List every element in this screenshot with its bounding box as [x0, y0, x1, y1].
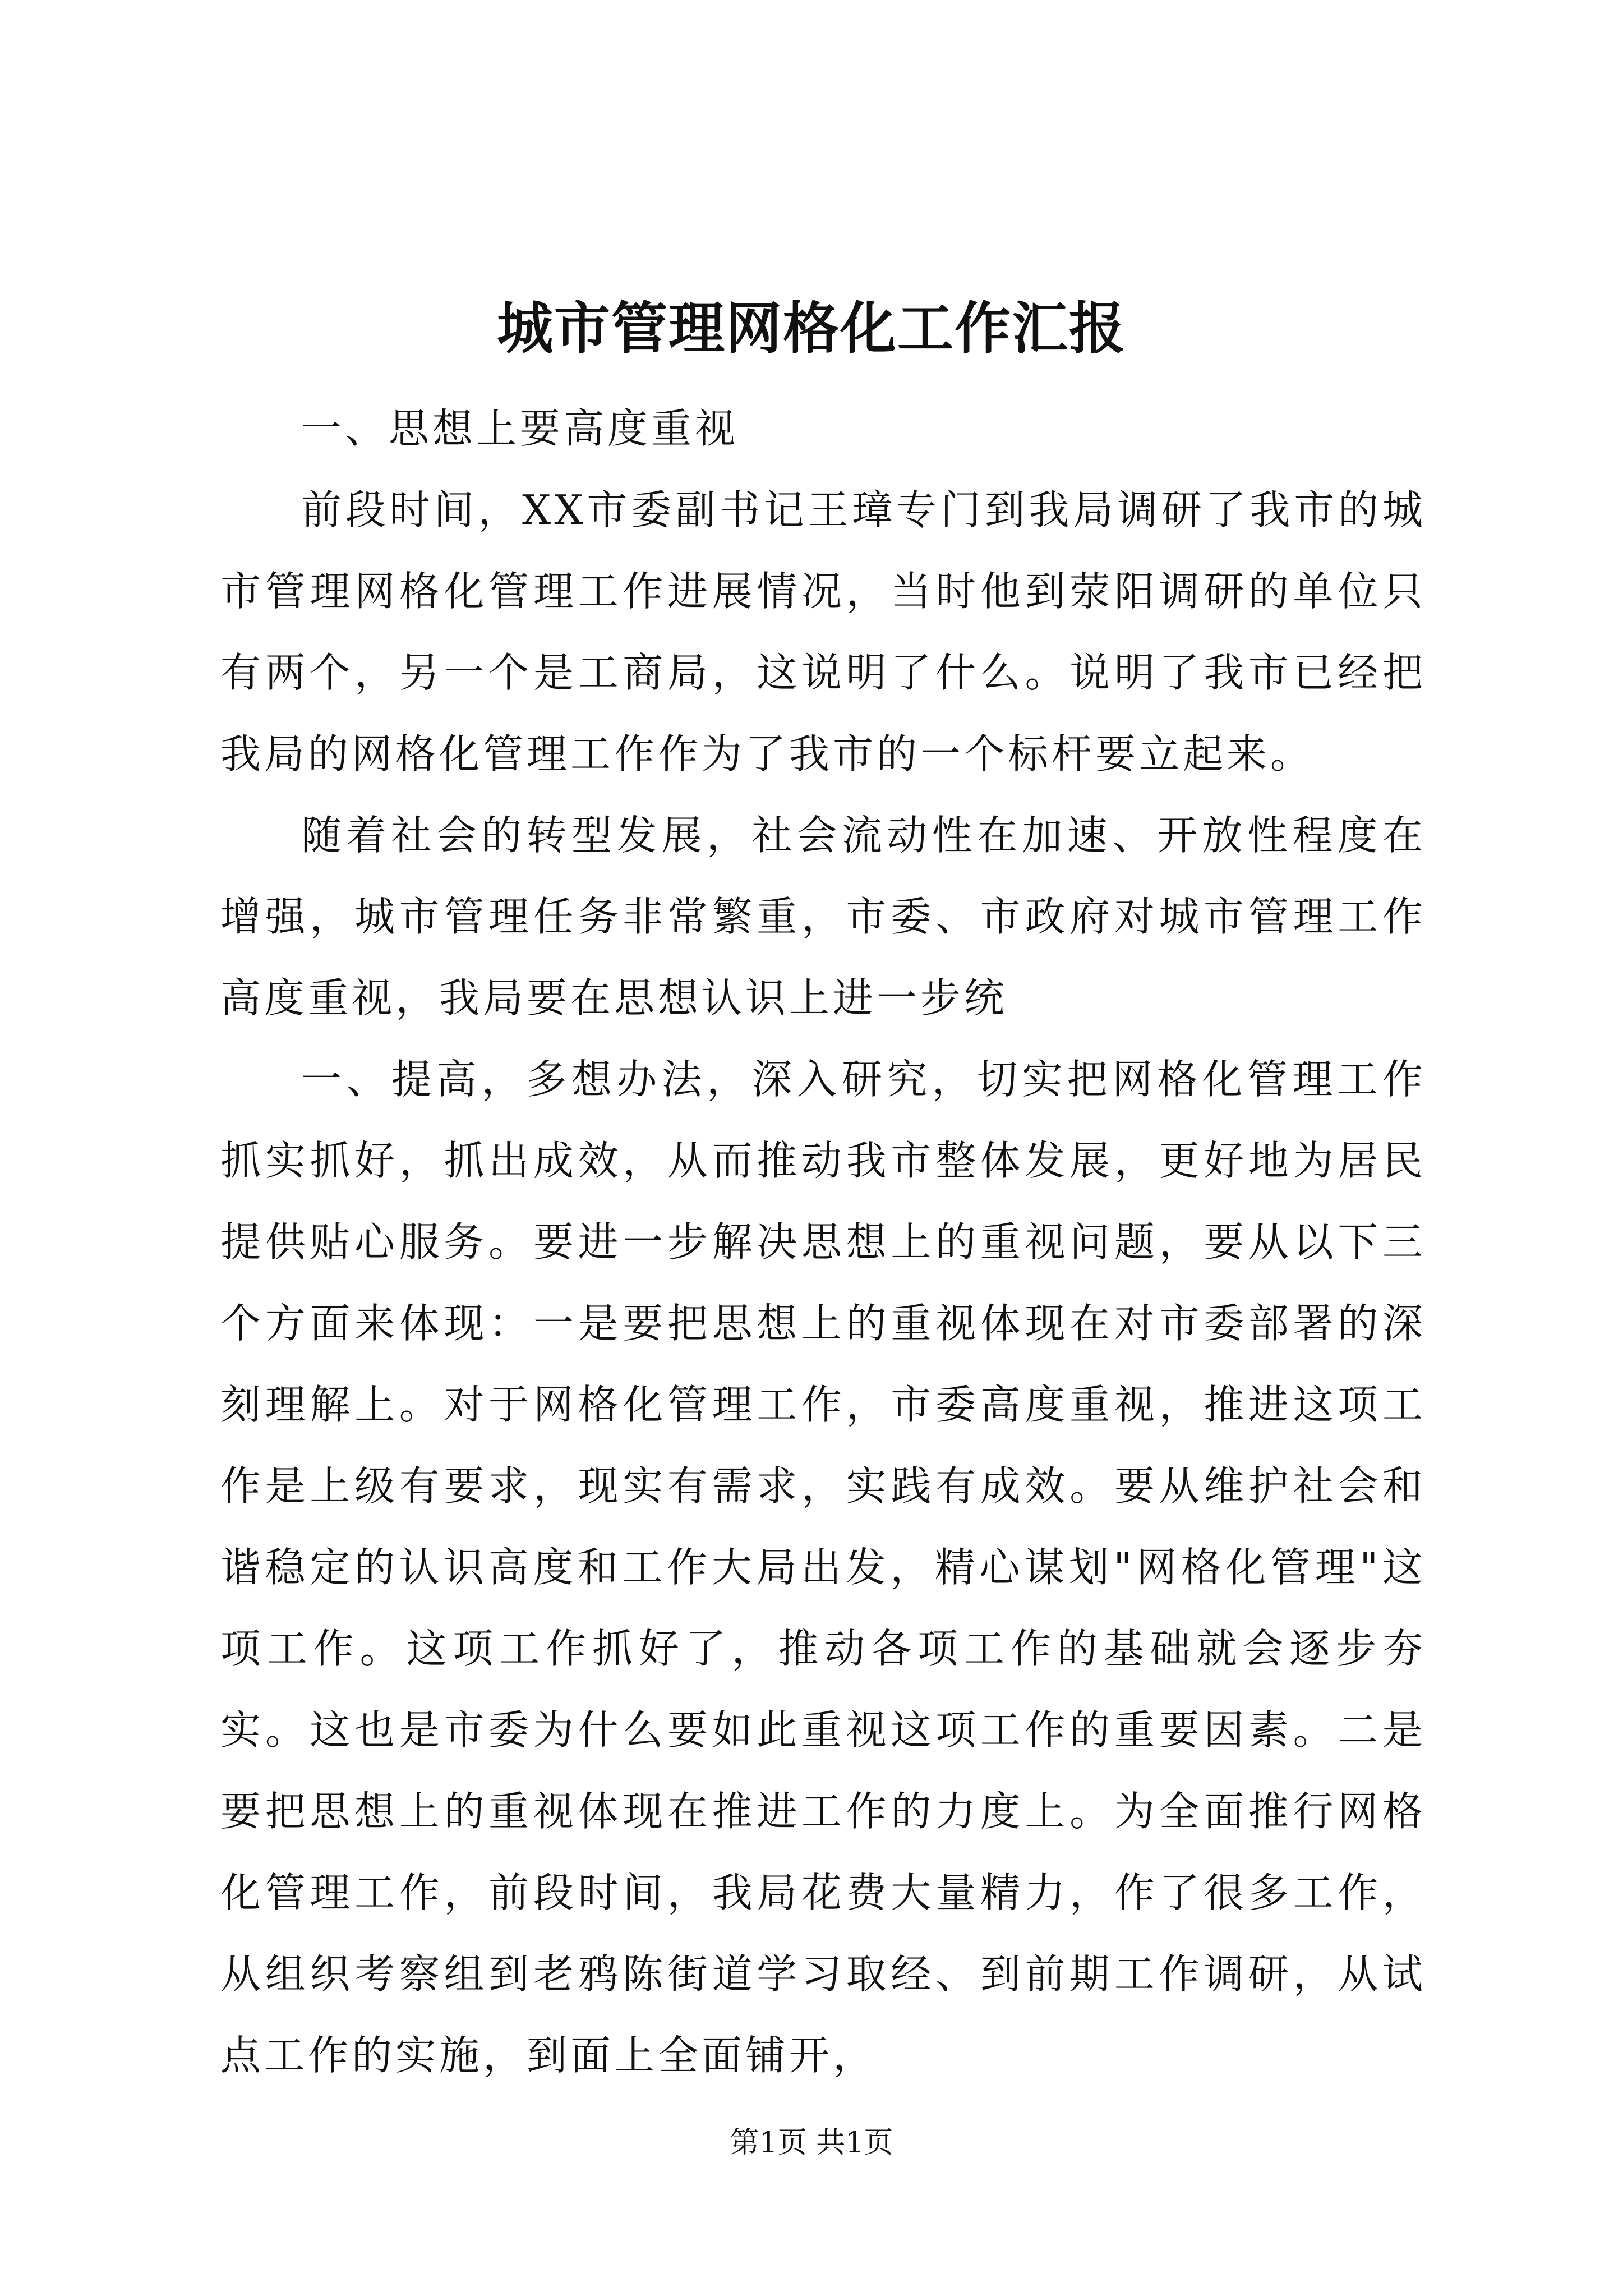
page-footer: 第1页 共1页	[730, 2126, 893, 2160]
body-paragraph: 前段时间，XX市委副书记王璋专门到我局调研了我市的城市管理网格化管理工作进展情况，当时他到荥阳调研的单位只有两个，另一个是工商局，这说明了什么。说明了我市已经把我局的网格化管理工作作为了我市的一个标杆要立起来。	[220, 486, 1426, 777]
document-body	[220, 388, 1426, 2096]
section-heading: 一、思想上要高度重视	[301, 405, 739, 452]
document-title: 城市管理网格化工作汇报	[497, 295, 1126, 361]
body-paragraph: 一、提高，多想办法，深入研究，切实把网格化管理工作抓实抓好，抓出成效，从而推动我市整体发展，更好地为居民提供贴心服务。要进一步解决思想上的重视问题，要从以下三个方面来体现：一是要把思想上的重视体现在对市委部署的深刻理解上。对于网格化管理工作，市委高度重视，推进这项工作是上级有要求，现实有需求，实践有成效。要从维护社会和谐稳定的认识高度和工作大局出发，精心谋划"网格化管理"这项工作。这项工作抓好了，推动各项工作的基础就会逐步夯实。这也是市委为什么要如此重视这项工作的重要因素。二是要把思想上的重视体现在推进工作的力度上。为全面推行网格化管理工作，前段时间，我局花费大量精力，作了很多工作，从组织考察组到老鸦陈街道学习取经、到前期工作调研，从试点工作的实施，到面上全面铺开，	[220, 1056, 1426, 2079]
body-paragraph: 随着社会的转型发展，社会流动性在加速、开放性程度在增强，城市管理任务非常繁重，市委、市政府对城市管理工作高度重视，我局要在思想认识上进一步统	[220, 812, 1426, 1022]
